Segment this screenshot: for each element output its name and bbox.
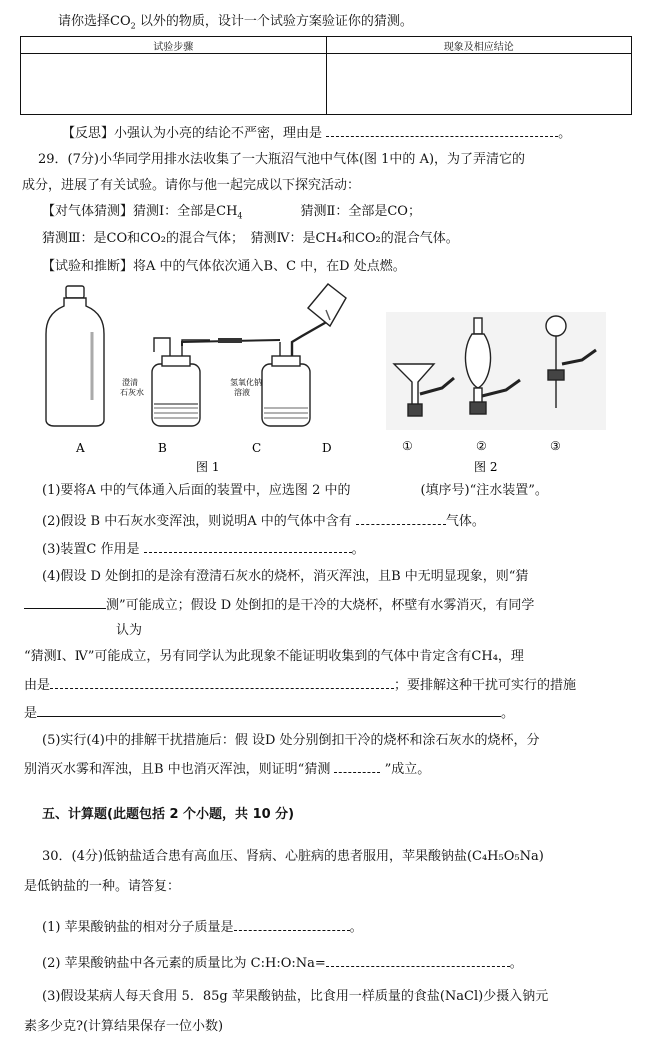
guess-line-2: 猜测Ⅲ：是CO和CO₂的混合气体； 猜测Ⅳ：是CH₄和CO₂的混合气体。 — [42, 231, 459, 246]
figure-2 — [382, 308, 622, 478]
table-cell-results[interactable] — [326, 54, 632, 115]
experiment-line: 【试验和推断】将A 中的气体依次通入B、C 中，在D 处点燃。 — [42, 259, 406, 274]
guess-line-1: 【对气体猜测】猜测Ⅰ：全部是$CH_4$ 猜测Ⅱ：全部是CO； — [42, 204, 421, 221]
answer-blank-2[interactable] — [356, 512, 446, 525]
label-b: B — [158, 441, 167, 455]
subq-4-line-6: 是 。 — [24, 706, 515, 721]
label-option-3: ③ — [550, 439, 561, 453]
q29-stem-2: 成分，进展了有关试验。请你与他一起完成以下探究活动： — [22, 178, 361, 193]
q30-subq-2: (2) 苹果酸钠盐中各元素的质量比为 C:H:O:Na= 。 — [42, 956, 523, 971]
label-d: D — [322, 441, 332, 455]
inverted-beaker-d — [308, 284, 346, 326]
label-c: C — [252, 441, 262, 455]
subq-4-line-5: 由是 ；要排解这种干扰可实行的措施 — [24, 678, 577, 693]
label-option-2: ② — [476, 439, 487, 453]
subq-3: (3)装置C 作用是 。 — [42, 542, 365, 557]
wash-bottle-b — [152, 338, 210, 426]
answer-blank-3[interactable] — [144, 540, 352, 553]
table-cell-steps[interactable] — [21, 54, 327, 115]
subq-4-line-4: “猜测Ⅰ、Ⅳ”可能成立，另有同学认为此现象不能证明收集到的气体中肯定含有CH₄，理 — [24, 649, 524, 664]
wash-bottle-c — [262, 320, 330, 426]
q29-stem-1: 29．(7分)小华同学用排水法收集了一大瓶沼气池中气体(图 1中的 A)，为了弄清它的 — [38, 152, 526, 167]
subq-1: (1)要将A 中的气体通入后面的装置中，应选图 2 中的 (填序号)“注水装置”。 — [42, 483, 548, 498]
subq-5-line-2: 别消灭水雾和浑浊，且B 中也消灭浑浊，则证明“猜测 ”成立。 — [24, 762, 431, 777]
subq-5-line-1: (5)实行(4)中的排解干扰措施后：假 设D 处分别倒扣干冷的烧杯和涂石灰水的烧杯，分 — [42, 733, 540, 748]
label-limewater-2: 石灰水 — [120, 388, 144, 397]
answer-blank-30-2[interactable] — [326, 954, 510, 967]
answer-blank-5[interactable] — [334, 760, 380, 773]
table-header-results: 现象及相应结论 — [326, 37, 632, 54]
subq-4-line-1: (4)假设 D 处倒扣的是涂有澄清石灰水的烧杯，消灭浑浊，且B 中无明显现象，则“猜 — [42, 569, 529, 584]
answer-blank-reflection[interactable] — [326, 124, 558, 137]
answer-blank-4b[interactable] — [50, 676, 394, 689]
label-a: A — [76, 441, 85, 455]
section-5-title: 五、计算题(此题包括 2 个小题，共 10 分) — [42, 807, 295, 822]
q30-stem-1: 30．(4分)低钠盐适合患有高血压、肾病、心脏病的患者服用，苹果酸钠盐(C₄H₅O₅Na) — [42, 849, 544, 864]
rubber-tube — [218, 338, 242, 343]
subq-2: (2)假设 B 中石灰水变浑浊，则说明A 中的气体中含有 气体。 — [42, 514, 485, 529]
subq-4-line-2: 测”可能成立；假设 D 处倒扣的是干冷的大烧杯，杯壁有水雾消灭，有同学 — [24, 596, 534, 615]
intro-line: 请你选择$CO_2$ 以外的物质，设计一个试验方案验证你的猜测。 — [58, 14, 413, 31]
q30-subq-3-line-2: 素多少克?(计算结果保存一位小数) — [24, 1019, 224, 1034]
answer-blank-4a[interactable] — [24, 596, 106, 609]
label-naoh-1: 氢氧化钠 — [230, 378, 262, 387]
q30-subq-3-line-1: (3)假设某病人每天食用 5．85g 苹果酸钠盐，比食用一样质量的食盐(NaCl)少摄入钠元 — [42, 989, 549, 1004]
figure-2-caption: 图 2 — [474, 460, 498, 474]
table-header-steps: 试验步骤 — [21, 37, 327, 54]
answer-blank-4c[interactable] — [37, 704, 501, 717]
reflection-line: 【反思】小强认为小亮的结论不严密，理由是 。 — [62, 126, 572, 141]
label-limewater-1: 澄清 — [122, 378, 138, 387]
subq-4-line-3: 认为 — [116, 623, 143, 638]
figure-1-caption: 图 1 — [196, 460, 220, 474]
q30-stem-2: 是低钠盐的一种。请答复： — [24, 879, 181, 894]
label-option-1: ① — [402, 439, 413, 453]
label-naoh-2: 溶液 — [234, 388, 250, 397]
gas-bottle-a — [46, 286, 104, 426]
q30-subq-1: (1) 苹果酸钠盐的相对分子质量是 。 — [42, 920, 363, 935]
answer-blank-30-1[interactable] — [234, 918, 350, 931]
figure-1 — [40, 280, 360, 475]
experiment-table — [20, 36, 632, 115]
